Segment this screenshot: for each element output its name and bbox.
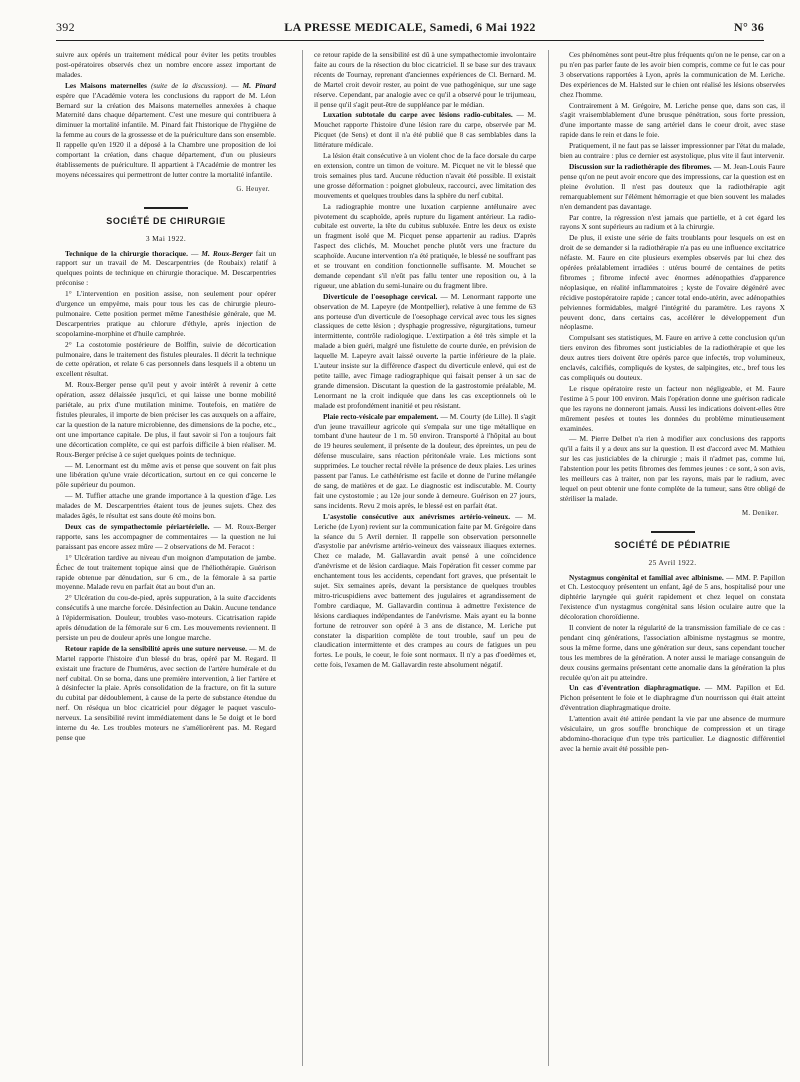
- article-text: — M. Roux-Berger rapporte, sans les accompagner de commentaires — la question ne lui paraissant pas encore assez mûre — 2 observations de M. Feracot :: [56, 521, 276, 551]
- section-heading-pediatrie: [560, 531, 785, 568]
- section-title: SOCIÉTÉ DE CHIRURGIE: [106, 215, 226, 226]
- section-rule: [651, 531, 695, 533]
- article-title: Un cas d'éventration diaphragmatique.: [569, 683, 701, 693]
- author-signature: G. Heuyer.: [236, 185, 270, 193]
- paragraph: Contrairement à M. Grégoire, M. Leriche pense que, dans son cas, il s'agit vraisemblablement d'une brusque pénétration, sous forte pression, d'une importante masse de sang artériel dans le coeur droit, avec stase rapide dans le rein et dans le foie.: [560, 100, 785, 140]
- article-luxation-carpe: [314, 110, 536, 150]
- paragraph: — M. Pierre Delbet n'a rien à modifier aux conclusions des rapports qu'il a faits il y a deux ans sur la question. Il est d'accord avec M. Mathieu sur les cas justiciables de la chirurgie ; mais il n'admet pas, comme lui, l'abstention pour les petits fibromes des femmes jeunes : ce sont, à son avis, les meilleurs cas à traiter, non par les rayons, mais par le radium, avec lequel on peut obtenir une fonte complète de la tumeur, sans être obligé de stériliser la malade.: [560, 434, 785, 503]
- article-title: Diverticule de l'oesophage cervical.: [323, 291, 438, 301]
- article-title: Discussion sur la radiothérapie des fibromes.: [569, 161, 712, 171]
- paragraph: M. Roux-Berger pense qu'il peut y avoir intérêt à revenir à cette opération, assez délaissée jusqu'ici, et qui laisse une bonne mobilité pariétale, au prix d'une mutilation minime. Toutefois, en matière de fistules pleurales, il importe de bien préciser les cas auxquels on a affaire, car la question de la nature microbienne, des dimensions de la poche, etc., ont une importance capitale. De plus, il faut savoir si l'on a toujours fait une décortication complète, ce qui est parfois difficile à bien réaliser. M. Roux-Berger précise à ce sujet quelques points de technique.: [56, 380, 276, 459]
- paragraph: La radiographie montre une luxation carpienne antélunaire avec pivotement du scaphoïde, après rupture du ligament antérieur. La radio-cubitale est ouverte, la tête du cubitus subluxée. Entre les deux os existe un fragment isolé que M. Picquet pense appartenir au radius. D'après l'aspect des clichés, M. Mouchet penche plutôt vers une fracture du scaphoïde. Aucune intervention n'a été pratiquée, le blessé ne souffrant pas et se trouvant en condition fonctionnelle suffisante. M. Mouchet se demande cependant s'il n'eût pas fallu tenter une reposition ou, à la rigueur, une ablation du semi-lunaire ou du fragment libre.: [314, 201, 536, 290]
- paragraph: 1° L'intervention en position assise, non seulement pour opérer d'urgence un empyème, mais pour tous les cas de chirurgie pleuro-pulmonaire. Cette position permet même l'anesthésie générale, que M. Descarpentries pratique au chlorure d'éthyle, après injection de scopolamine-morphine et d'huile camphrée.: [56, 289, 276, 338]
- article-text: — M. Lenormant rapporte une observation de M. Lapeyre (de Montpellier), relative à une femme de 63 ans porteuse d'un diverticule de l'oesophage cervical avec tous les signes classiques de cette lésion ; dysphagie progressive, régurgitations, tumeur intermittente, contrôle radiologique. L'extirpation a été très simple et la malade a bien guéri, malgré une fistulette de courte durée, en prévision de laquelle M. Lapeyre avait laissé ouverte la partie inférieure de la plaie. L'auteur insiste sur la différence d'aspect du diverticule enlevé, qui est de petite taille, avec l'image radiographique qui faisait penser à un sac de grande dimension. Discutant la question de la gastrostomie préalable, M. Lenormant ne la croit indiquée que dans les cas exceptionnels où le malade est profondément inanitié et peu résistant.: [314, 291, 536, 410]
- article-text: — M. Mouchet rapporte l'histoire d'une lésion rare du carpe, observée par M. Picquet (de Sens) et dont il n'a été publié que 8 cas semblables dans la littérature médicale.: [314, 110, 536, 150]
- article-text: — MM. Papillon et Ed. Pichon présentent le foie et le diaphragme d'un nourrisson qui était atteint d'éventration diaphragmatique droite.: [560, 683, 785, 713]
- article-title: Nystagmus congénital et familial avec albinisme.: [569, 572, 724, 582]
- article-title: Technique de la chirurgie thoracique.: [65, 248, 188, 258]
- article-title: L'asystolie consécutive aux anévrismes artério-veineux.: [323, 511, 511, 521]
- article-radiotherapie-fibromes: [560, 162, 785, 212]
- article-text: — M. Jean-Louis Faure pense qu'on ne peut avoir encore que des impressions, car la question est en pleine évolution. Il n'est pas douteux que la radiothérapie agit remarquablement sur l'élément hémorragie et que bien souvent les malades n'en demandent pas davantage.: [560, 161, 785, 211]
- paragraph: De plus, il existe une série de faits troublants pour lesquels on est en droit de se demander si la radiothérapie n'a pas eu une influence excitatrice néfaste. M. Faure en cite plusieurs exemples observés par lui chez des opérées préalablement irradiées : utérus bourré de centaines de petits fibromes ; fibrome infecté avec énormes adénopathies d'apparence néoplasique, en réalité inflammatoires ; kyste de l'ovaire dégénéré avec récidive postopératoire rapide ; cancer total endo-utérin, avec adénopathies pelviennes formidables, malgré l'intégrité du paramètre. Les rayons X peuvent donc, dans certains cas, accélérer le développement d'un néoplasme.: [560, 233, 785, 332]
- paragraph: ce retour rapide de la sensibilité est dû à une sympathectomie involontaire faite au cours de la résection du bloc cicatriciel. Il se base sur des travaux récents de Tournay, reprenant d'anciennes expériences de Cl. Bernard. M. de Martel croit devoir rester, au point de vue pathogénique, sur une sage réserve. Cependant, par analogie avec ce qu'il a observé pour le trijumeau, il pense qu'il s'agit peut-être de suppléance par le médian.: [314, 50, 536, 109]
- article-text: — M. de Martel rapporte l'histoire d'un blessé du bras, opéré par M. Regard. Il existait une fracture de l'humérus, avec section de l'artère humérale et du nerf cubital. On se borna, dans une première intervention, à lier l'artère et à désinfecter la plaie. Après consolidation de la fracture, on fit la suture du cubital par dédoublement, à cause de la perte de substance étendue du nerf. On réséqua un bloc cicatriciel pour dégager le paquet vasculo-nerveux. La sensibilité revint immédiatement dans le 5e doigt et le bord interne du 4e. Les troubles moteurs ne s'améliorèrent pas. M. Regard pense que: [56, 643, 276, 742]
- paragraph: Il convient de noter la régularité de la transmission familiale de ce cas : pendant cinq générations, l'association albinisme nystagmus se montre, sous la même forme, dans une génération sur deux, sans cependant toucher tous les membres de la génération. A noter aussi le mariage consanguin de deux cousins germains présentant cette anomalie dans la génération la plus reculée qu'on ait pu atteindre.: [560, 623, 785, 682]
- header-rule: [56, 40, 764, 41]
- article-title: Retour rapide de la sensibilité après une suture nerveuse.: [65, 643, 247, 653]
- article-diverticule: [314, 292, 536, 411]
- paragraph: Ces phénomènes sont peut-être plus fréquents qu'on ne le pense, car on a pu n'en pas parler faute de les avoir bien compris, comme ce fut le cas pour 3 observations rapportées à Lyon, après la communication de M. Leriche. Des expériences de M. Halsted sur le chien ont réalisé les lésions observées chez l'homme.: [560, 50, 785, 99]
- column-3: [560, 50, 785, 1070]
- page-number: 392: [56, 20, 75, 34]
- article-plaie-recto-vesicale: [314, 412, 536, 511]
- column-divider: [548, 50, 549, 1066]
- paragraph: 1° Ulcération tardive au niveau d'un moignon d'amputation de jambe. Échec de tout traitement topique ainsi que de l'héliothérapie. Guérison rapide obtenue par dénudation, sur 6 cm., de la fémorale à sa partie moyenne. Malade revu en parfait état au bout d'un an.: [56, 552, 276, 592]
- article-text: — MM. P. Papillon et Ch. Lestocquoy présentent un enfant, âgé de 5 ans, hospitalisé pour une diphtérie laryngée qui guérit rapidement et chez lequel on constata l'existence d'un nystagmus congénital sans lésion oculaire autre que la décoloration choroïdienne.: [560, 572, 785, 622]
- issue-number: N° 36: [734, 20, 764, 34]
- paragraph: La lésion était consécutive à un violent choc de la face dorsale du carpe en extension, contre un timon de voiture. M. Picquet ne vit le blessé que trois semaines plus tard. Aucune réduction n'avait été possible. Il existait une grosse déformation : poignet globuleux, raccourci, avec limitation des mouvements et quelques troubles dans la sphère du nerf cubital.: [314, 151, 536, 200]
- article-eventration: [560, 683, 785, 713]
- column-1: [56, 50, 276, 1070]
- paragraph: — M. Tuffier attache une grande importance à la question d'âge. Les malades de M. Descarpentries étaient tous de jeunes sujets. Chez des malades âgés, le résultat est sans doute été moins bon.: [56, 491, 276, 521]
- article-asystolie: [314, 512, 536, 671]
- article-retour-sensibilite: [56, 644, 276, 743]
- paragraph: — M. Lenormant est du même avis et pense que souvent on fait plus une libération qu'une vraie décortication, surtout en ce qui concerne le pôle supérieur du poumon.: [56, 460, 276, 490]
- author-signature: M. Deniker.: [741, 509, 779, 517]
- column-2: [314, 50, 536, 1070]
- running-header: [56, 20, 764, 38]
- article-title: Luxation subtotale du carpe avec lésions radio-cubitales.: [323, 110, 513, 120]
- article-text: — M. Courty (de Lille). Il s'agit d'un jeune travailleur agricole qui s'empala sur une tige métallique en tombant d'une hauteur de 1 m. 50 environ. Transporté à l'hôpital au bout de 19 heures seulement, il présente de la douleur, des épreintes, un peu de défense musculaire, sans réaction péritonéale vraie. Les mictions sont supprimées. Le toucher rectal révèle la présence de deux plaies. Les urines passent par l'anus. Le cathétérisme est facile et donne de l'urine mélangée de sang, de matières et de gaz. Le diagnostic est indiscutable. M. Courty fait une cystostomie ; au 12e jour sonde à demeure. Guérison en 27 jours, sans incidents. Revu 2 mois après, le blessé est en parfait état.: [314, 411, 536, 510]
- article-note: (suite de la discussion).: [150, 80, 228, 90]
- paragraph: Le risque opératoire reste un facteur non négligeable, et M. Faure l'estime à 5 pour 100 environ. Mais l'opération donne une guérison radicale que les rayons ne donneront jamais. Aussi les indications doivent-elles être mûrement pesées et toutes les données du problème minutieusement examinées.: [560, 383, 785, 433]
- paragraph: Pratiquement, il ne faut pas se laisser impressionner par l'état du malade, bien au contraire : plus ce dernier est asystolique, plus vite il faut intervenir.: [560, 141, 785, 161]
- article-text: fait un rapport sur un travail de M. Descarpentries (de Roubaix) relatif à quelques points de technique en chirurgie thoracique. M. Descarpentries préconise :: [56, 248, 276, 288]
- article-title: Deux cas de sympathectomie périartérielle.: [65, 521, 210, 531]
- paragraph: 2° La costotomie postérieure de Bolffin, suivie de décortication pulmonaire, dans le traitement des fistules pleurales. Il décrit la technique de cette opération, et relate 6 cas personnels dans lesquels il a obtenu un excellent résultat.: [56, 339, 276, 379]
- article-nystagmus: [560, 573, 785, 623]
- article-maisons-maternelles: Les Maisons maternelles (suite de la discussion). — M. Pinard espère que l'Académie votera les conclusions du rapport de M. Léon Bernard sur la création des Maisons maternelles annexées à chaque Maternité dans chaque département. C'est une mesure qui contribuera à diminuer la mortalité infantile. M. Pinard fait l'historique de l'hygiène de la femme au cours de la grossesse et de la puériculture dans son ensemble. Il rappelle qu'en 1920 il a déposé à la Chambre une proposition de loi comportant la création, dans chaque département, d'un ou plusieurs établissements de puériculture. Il appartient à l'Académie de montrer les moyens nécessaires qui permettront de lutter contre la mortalité infantile.: [56, 80, 276, 179]
- section-rule: [144, 207, 188, 209]
- session-date: 3 Mai 1922.: [145, 233, 187, 243]
- article-technique-thoracique: Technique de la chirurgie thoracique. — M. Roux-Berger fait un rapport sur un travail de M. Descarpentries (de Roubaix) relatif à quelques points de technique en chirurgie thoracique. M. Descarpentries préconise :: [56, 248, 276, 288]
- session-date: 25 Avril 1922.: [648, 557, 697, 567]
- article-title: Les Maisons maternelles: [65, 80, 147, 90]
- journal-title: LA PRESSE MEDICALE, Samedi, 6 Mai 1922: [284, 20, 536, 34]
- paragraph: Par contre, la régression n'est jamais que partielle, et à cet égard les rayons X sont supérieurs au radium et à la chirurgie.: [560, 212, 785, 232]
- article-text: — M. Leriche (de Lyon) revient sur la communication faite par M. Grégoire dans la séance du 5 Avril dernier. Il rappelle son observation personnelle d'asystolie par anévrisme artério-veineux des vaisseaux iliaques externes. Chez ce malade, M. Gallavardin avait pensé à une coïncidence d'anévrisme et de lésion cardiaque. Mais l'opération fit cesser comme par enchantement tous les accidents, cependant fort graves, que présentait le sujet. Six semaines après, devant la persistance de quelques troubles mitro-tricuspidiens avec battement des jugulaires et agrandissement de l'ombre cardiaque, M. Gallavardin continua à admettre l'existence de lésions cardiaques indépendantes de l'anévrisme. Mais ayant eu la bonne fortune de retrouver son opéré à 3 ans de distance, M. Leriche put constater la disparition complète de tout trouble, sauf un peu de claudication intermittente et des crampes au cours de fatigues un peu fortes. Le pouls, le coeur, le foie sont normaux. Il n'y a pas d'oedèmes et, cette fois, l'examen de M. Gallavardin reste absolument négatif.: [314, 511, 536, 670]
- paragraph: Compulsant ses statistiques, M. Faure en arrive à cette conclusion qu'un tiers environ des fibromes sont justiciables de la radiothérapie et que les deux autres tiers doivent être opérés parce que infectés, trop volumineux, enclavés, calcifiés, compliqués de kystes, de salpingites, etc., bref tous les cas compliqués ou douteux.: [560, 333, 785, 382]
- section-heading-chirurgie: [56, 207, 276, 244]
- article-sympathectomie: [56, 522, 276, 552]
- author-name: M. Roux-Berger: [201, 248, 253, 258]
- article-title: Plaie recto-vésicale par empalement.: [323, 411, 439, 421]
- section-title: SOCIÉTÉ DE PÉDIATRIE: [614, 539, 731, 550]
- article-text: espère que l'Académie votera les conclusions du rapport de M. Léon Bernard sur la création des Maisons maternelles annexées à chaque Maternité dans chaque département. C'est une mesure qui contribuera à diminuer la mortalité infantile. M. Pinard fait l'historique de l'hygiène de la femme au cours de la grossesse et de la puériculture dans son ensemble. Il rappelle qu'en 1920 il a déposé à la Chambre une proposition de loi comportant la création, dans chaque département, d'un ou plusieurs établissements de puériculture. Il appartient à l'Académie de montrer les moyens nécessaires qui permettront de lutter contre la mortalité infantile.: [56, 90, 276, 179]
- paragraph: 2° Ulcération du cou-de-pied, après suppuration, à la suite d'accidents consécutifs à une marche forcée. Désinfection au Dakin. Aucune tendance à l'épidermisation. Douleur, troubles vaso-moteurs. Cicatrisation rapide après dénudation de la fémorale sur 6 cm. Les mouvements reviennent. Il persiste un peu de douleur après une longue marche.: [56, 593, 276, 642]
- author-name: M. Pinard: [242, 80, 276, 90]
- paragraph: suivre aux opérés un traitement médical pour éviter les petits troubles post-opératoires observés chez un nombre encore assez important de malades.: [56, 50, 276, 79]
- column-divider: [302, 50, 303, 1066]
- paragraph: L'attention avait été attirée pendant la vie par une absence de murmure vésiculaire, un gros souffle bronchique de compression et un tirage abdomino-thoracique d'un type très particulier. Le diagnostic différentiel avec la hernie avait été possible pen-: [560, 714, 785, 753]
